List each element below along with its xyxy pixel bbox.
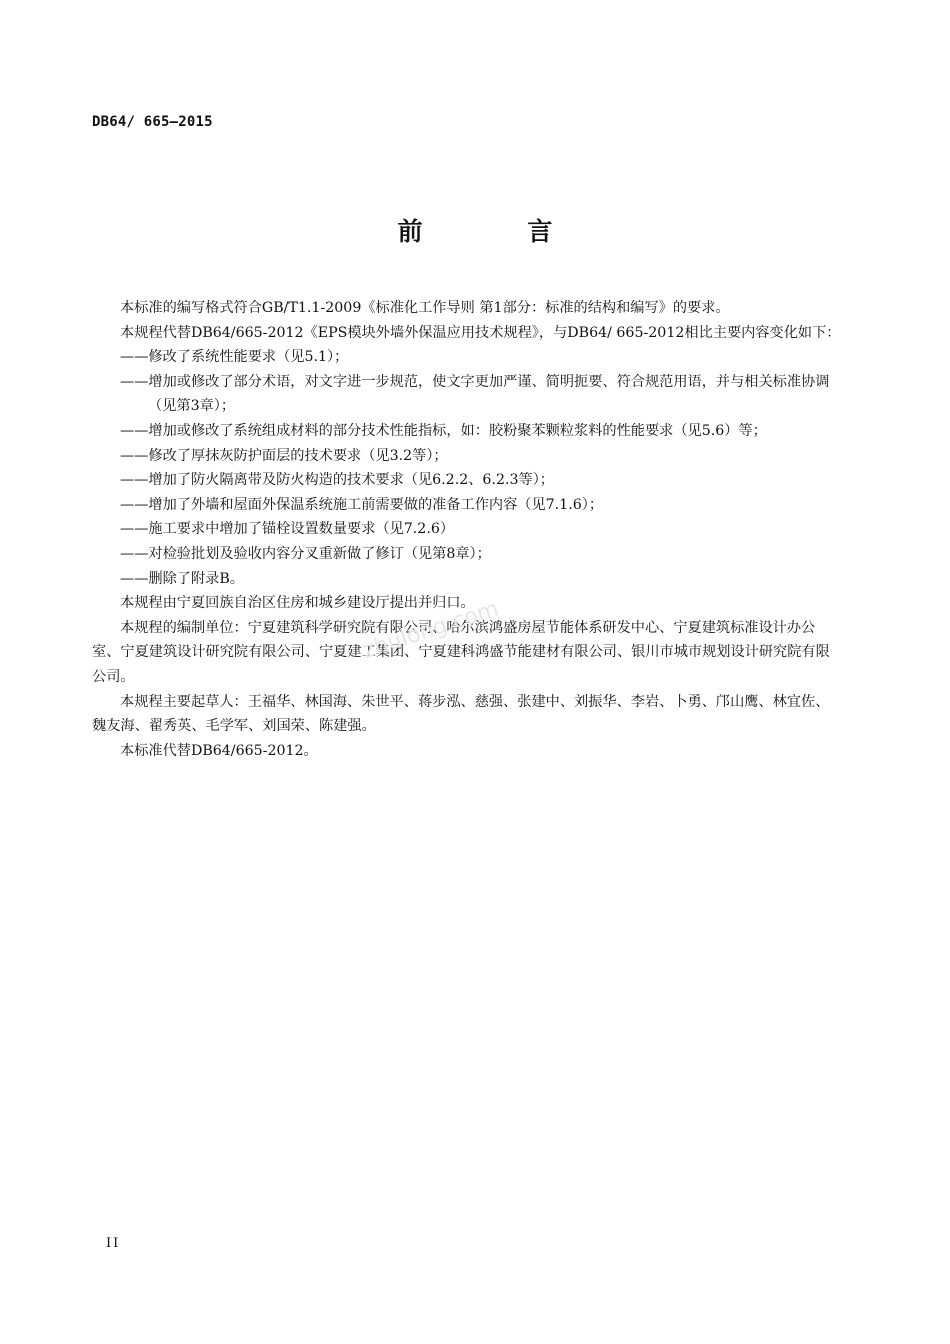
change-item: ——增加了防火隔离带及防火构造的技术要求（见6.2.2、6.2.3等）； — [120, 472, 554, 489]
paragraph-supersedes: 本标准代替DB64/665-2012。 — [120, 742, 318, 759]
paragraph-drafting-units: 本规程的编制单位：宁夏建筑科学研究院有限公司、哈尔滨鸿盛房屋节能体系研发中心、宁夏建筑标准设计办公室、宁夏建筑设计研究院有限公司、宁夏建工集团、宁夏建科鸿盛节能建材有限公司、银川市城市规划设计研究院有限公司。 — [92, 619, 830, 685]
change-item: ——施工要求中增加了锚栓设置数量要求（见7.2.6） — [120, 521, 455, 538]
change-item: ——增加了外墙和屋面外保温系统施工前需要做的准备工作内容（见7.1.6）； — [120, 496, 604, 513]
paragraph-replacement: 本规程代替DB64/665-2012《EPS模块外墙外保温应用技术规程》，与DB64/ 665-2012相比主要内容变化如下： — [120, 324, 841, 341]
change-item: ——增加或修改了系统组成材料的部分技术性能指标，如：胶粉聚苯颗粒浆料的性能要求（见5.6）等； — [120, 422, 767, 439]
paragraph-format: 本标准的编写格式符合GB/T1.1-2009《标准化工作导则 第1部分：标准的结构和编写》的要求。 — [120, 300, 730, 316]
change-item: ——增加或修改了部分术语，对文字进一步规范，使文字更加严谨、简明扼要、符合规范用语，并与相关标准协调（见第3章）； — [120, 373, 830, 415]
document-code: DB64/ 665—2015 — [92, 114, 213, 130]
watermark: zhulong.com — [360, 596, 502, 664]
change-item: ——对检验批划及验收内容分叉重新做了修订（见第8章）； — [120, 545, 491, 562]
change-item: ——删除了附录B。 — [120, 570, 244, 587]
change-item: ——修改了厚抹灰防护面层的技术要求（见3.2等）； — [120, 447, 448, 464]
paragraph-proposer: 本规程由宁夏回族自治区住房和城乡建设厅提出并归口。 — [120, 595, 475, 612]
page-title: 前 言 — [397, 217, 601, 246]
page-number: II — [106, 1236, 121, 1251]
document-body — [92, 296, 842, 763]
paragraph-drafters: 本规程主要起草人：王福华、林国海、朱世平、蒋步泓、慈强、张建中、刘振华、李岩、卜勇、邝山鹰、林宜佐、魏友海、翟秀英、毛学军、刘国荣、陈建强。 — [92, 693, 830, 735]
change-item: ——修改了系统性能要求（见5.1）； — [120, 349, 349, 366]
